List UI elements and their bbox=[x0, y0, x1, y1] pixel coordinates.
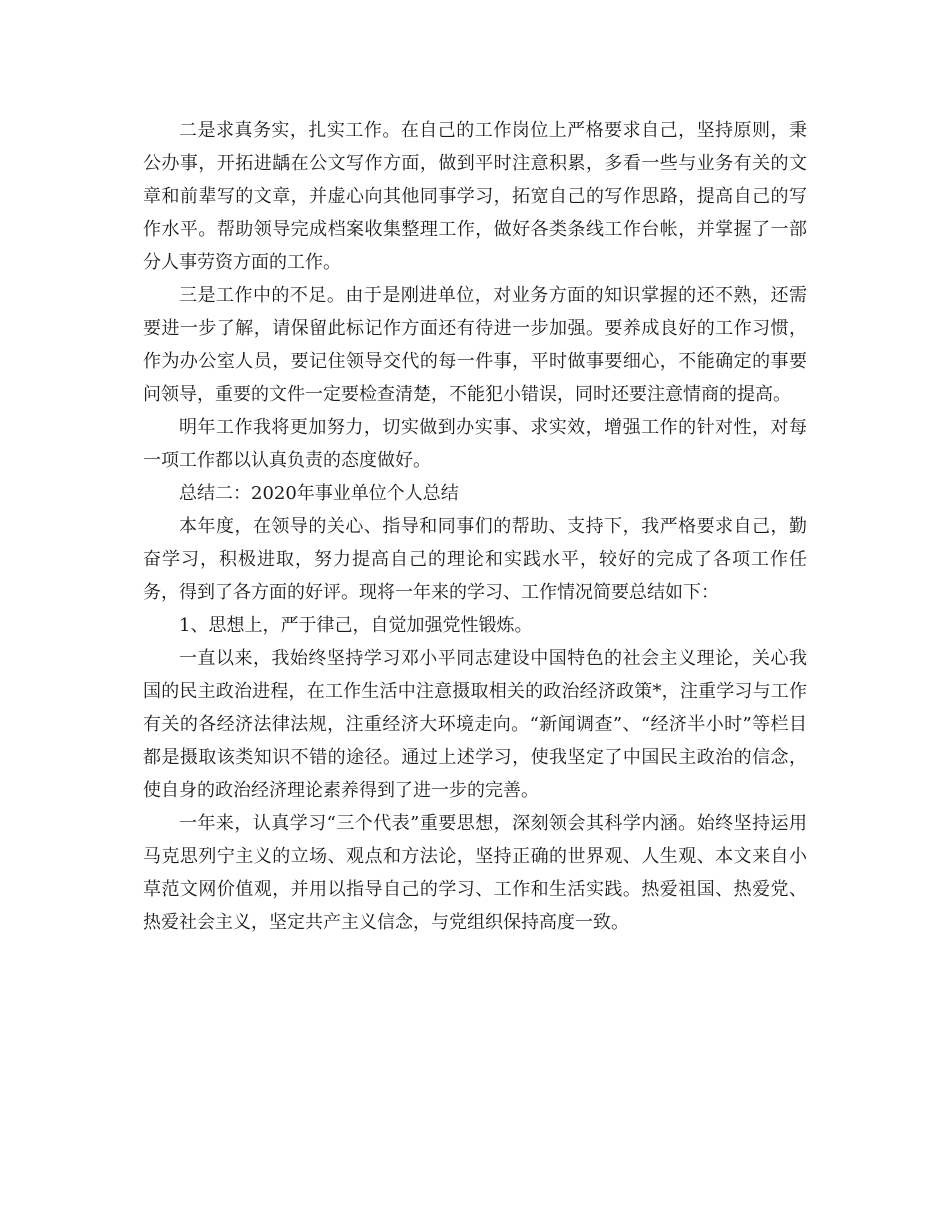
paragraph-work-diligence: 二是求真务实，扎实工作。在自己的工作岗位上严格要求自己，坚持原则，秉公办事，开拓进龋在公文写作方面，做到平时注意积累，多看一些与业务有关的文章和前辈写的文章，并虚心向其他同事学习，拓宽自己的写作思路，提高自己的写作水平。帮助领导完成档案收集整理工作，做好各类条线工作台帐，并掌握了一部分人事劳资方面的工作。 bbox=[143, 120, 807, 273]
paragraph-next-year: 明年工作我将更加努力，切实做到办实事、求实效，增强工作的针对性，对每一项工作都以认真负责的态度做好。 bbox=[143, 417, 807, 471]
paragraph-three-represents: 一年来，认真学习“三个代表”重要思想，深刻领会其科学内涵。始终坚持运用马克思列宁主义的立场、观点和方法论，坚持正确的世界观、人生观、本文来自小草范文网价值观，并用以指导自己的学习、工作和生活实践。热爱祖国、热爱党、热爱社会主义，坚定共产主义信念，与党组织保持高度一致。 bbox=[143, 813, 807, 933]
section-heading-summary-two: 总结二：2020年事业单位个人总结 bbox=[179, 483, 459, 504]
subheading-ideology: 1、思想上，严于律己，自觉加强党性锻炼。 bbox=[179, 615, 533, 636]
paragraph-study-theory: 一直以来，我始终坚持学习邓小平同志建设中国特色的社会主义理论，关心我国的民主政治进程，在工作生活中注意摄取相关的政治经济政策*，注重学习与工作有关的各经济法律法规，注重经济大环境走向。“新闻调查”、“经济半小时”等栏目都是摄取该类知识不错的途径。通过上述学习，使我坚定了中国民主政治的信念，使自身的政治经济理论素养得到了进一步的完善。 bbox=[143, 648, 807, 801]
paragraph-shortcomings: 三是工作中的不足。由于是刚进单位，对业务方面的知识掌握的还不熟，还需要进一步了解，请保留此标记作方面还有待进一步加强。要养成良好的工作习惯，作为办公室人员，要记住领导交代的每一件事，平时做事要细心，不能确定的事要问领导，重要的文件一定要检查清楚，不能犯小错误，同时还要注意情商的提高。 bbox=[143, 285, 807, 405]
document-body bbox=[143, 114, 807, 939]
paragraph-intro: 本年度，在领导的关心、指导和同事们的帮助、支持下，我严格要求自己，勤奋学习，积极进取，努力提高自己的理论和实践水平，较好的完成了各项工作任务，得到了各方面的好评。现将一年来的学习、工作情况简要总结如下： bbox=[143, 516, 807, 603]
